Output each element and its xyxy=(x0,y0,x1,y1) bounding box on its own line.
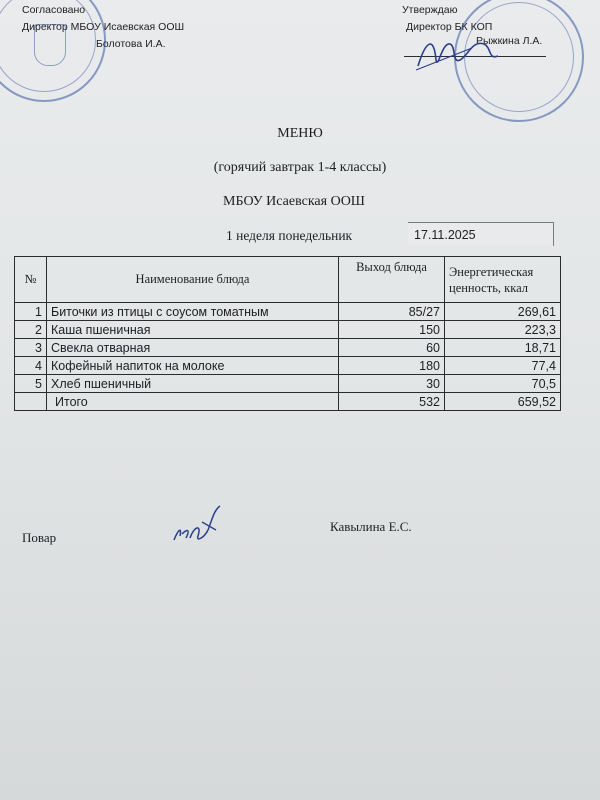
menu-subtitle: (горячий завтрак 1-4 классы) xyxy=(213,160,387,175)
menu-title: МЕНЮ xyxy=(277,126,323,141)
approval-left-label: Согласовано xyxy=(22,4,86,16)
dish-yield: 85/27 xyxy=(339,303,445,321)
menu-date: 17.11.2025 xyxy=(414,228,476,242)
date-cell xyxy=(408,222,554,246)
approval-right-position: Директор БК КОП xyxy=(406,21,493,33)
total-empty-cell xyxy=(15,393,47,411)
dish-name: Кофейный напиток на молоке xyxy=(47,357,339,375)
dish-energy: 77,4 xyxy=(445,357,561,375)
row-number: 3 xyxy=(15,339,47,357)
dish-energy: 18,71 xyxy=(445,339,561,357)
dish-name: Хлеб пшеничный xyxy=(47,375,339,393)
table-row xyxy=(15,375,561,393)
approval-left-position: Директор МБОУ Исаевская ООШ xyxy=(22,21,185,33)
cook-signature-icon xyxy=(168,500,230,548)
table-row xyxy=(15,321,561,339)
dish-name: Каша пшеничная xyxy=(47,321,339,339)
total-yield: 532 xyxy=(339,393,445,411)
dish-energy: 223,3 xyxy=(445,321,561,339)
row-number: 1 xyxy=(15,303,47,321)
director-signature-icon xyxy=(412,30,502,76)
column-header: Энергетическая ценность, ккал xyxy=(445,257,561,303)
dish-name: Свекла отварная xyxy=(47,339,339,357)
dish-yield: 150 xyxy=(339,321,445,339)
dish-name: Биточки из птицы с соусом томатным xyxy=(47,303,339,321)
approval-right-label: Утверждаю xyxy=(402,4,458,16)
dish-energy: 70,5 xyxy=(445,375,561,393)
menu-table xyxy=(14,256,561,411)
row-number: 4 xyxy=(15,357,47,375)
dish-yield: 30 xyxy=(339,375,445,393)
table-header-row xyxy=(15,257,561,303)
school-name: МБОУ Исаевская ООШ xyxy=(223,194,365,209)
table-row xyxy=(15,339,561,357)
total-energy: 659,52 xyxy=(445,393,561,411)
cook-name: Кавылина Е.С. xyxy=(330,519,412,534)
column-header: Наименование блюда xyxy=(47,257,339,303)
table-row xyxy=(15,357,561,375)
total-label: Итого xyxy=(47,393,339,411)
row-number: 2 xyxy=(15,321,47,339)
column-header: № xyxy=(15,257,47,303)
approval-right-name: Рыжкина Л.А. xyxy=(476,35,543,47)
dish-yield: 60 xyxy=(339,339,445,357)
approval-left-name: Болотова И.А. xyxy=(96,38,166,50)
cook-role-label: Повар xyxy=(22,530,57,545)
column-header: Выход блюда xyxy=(339,257,445,303)
dish-energy: 269,61 xyxy=(445,303,561,321)
week-day-label: 1 неделя понедельник xyxy=(226,228,353,243)
dish-yield: 180 xyxy=(339,357,445,375)
row-number: 5 xyxy=(15,375,47,393)
table-row xyxy=(15,303,561,321)
table-total-row xyxy=(15,393,561,411)
